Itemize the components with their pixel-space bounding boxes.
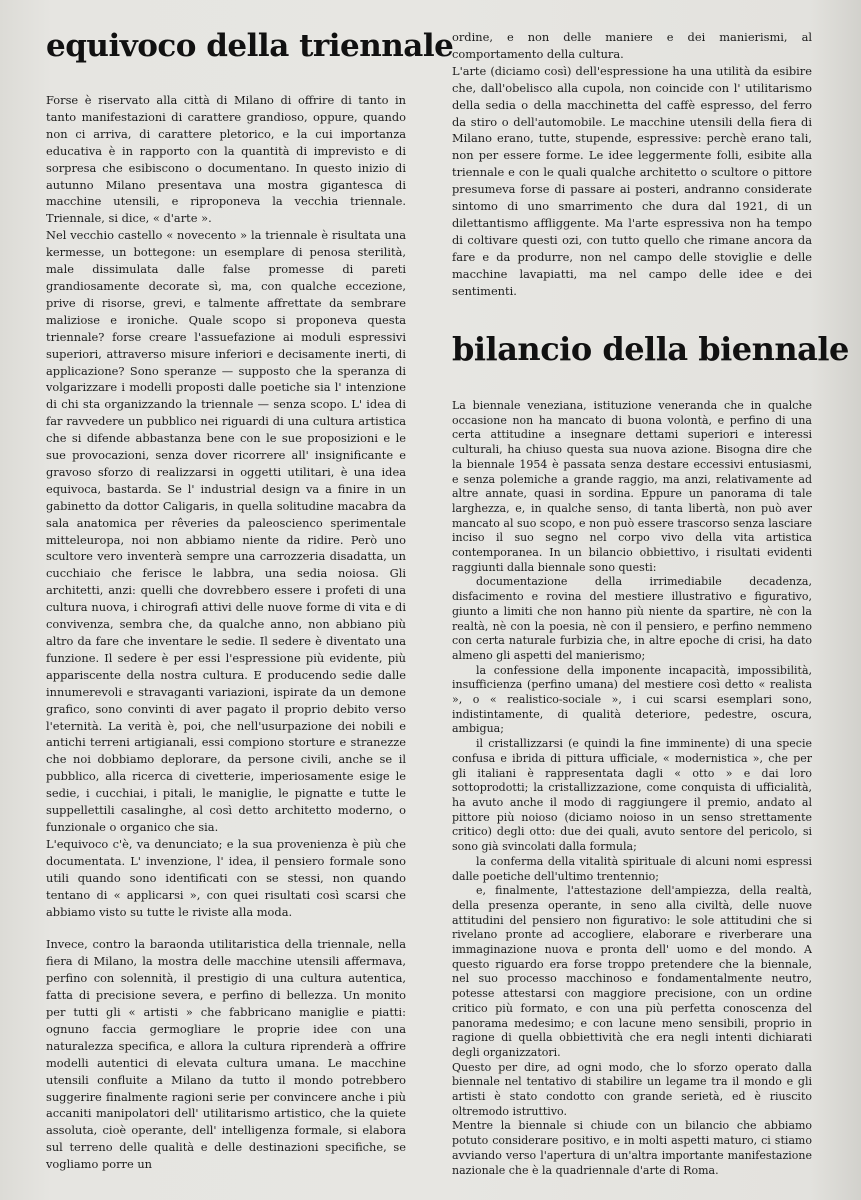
paragraph: Mentre la biennale si chiude con un bilancio che abbiamo potuto considerare positivo, e in molti aspetti maturo, ci stiamo avviando verso l'apertura di un'altra importante manifestazione nazionale che è la quadriennale d'arte di Roma. [452, 1119, 812, 1177]
list-item: e, finalmente, l'attestazione dell'ampiezza, della realtà, della presenza operante, in seno alla civiltà, delle nuove attitudini del pensiero non figurativo: le sole attitudini che si rivelano pronte ad accogliere, elaborare e riverberare una immaginazione nuova e pronta dell' uomo e del mondo. A questo riguardo era forse troppo pretendere che la biennale, nel suo processo macchinoso e fondamentalmente neutro, potesse attestarsi con maggiore precisione, con un ordine critico più formato, e con una più perfetta conoscenza del panorama medesimo; e con lacune meno sensibili, proprio in ragione di quella obbiettività che era negli intenti dichiarati degli organizzatori. [452, 884, 812, 1059]
list-item: la conferma della vitalità spirituale di alcuni nomi espressi dalle poetiche dell'ultimo trentennio; [452, 854, 812, 883]
article-biennale-body [452, 399, 812, 1178]
article-title-biennale: bilancio della biennale [452, 330, 849, 368]
article-triennale-body [46, 92, 406, 1173]
list-item: la confessione della imponente incapacità, impossibilità, insufficienza (perfino umana) del mestiere così detto « realista », o « realistico-sociale », i cui scarsi esemplari sono, indistintamente, di qualità deteriore, pedestre, oscura, ambigua; [452, 663, 812, 736]
paragraph: Nel vecchio castello « novecento » la triennale è risultata una kermesse, un bottegone: un esemplare di penosa sterilità, male dissimulata dalle false promesse di pareti grandiosamente decorate sì, ma, con qualche eccezione, prive di risorse, grevi, e talmente affrettate da sembrare maliziose e ironiche. Quale scopo si proponeva questa triennale? forse creare l'assuefazione ai moduli espressivi superiori, attraverso misure inferiori e decisamente inerti, di applicazione? Sono speranze — supposto che la speranza di volgarizzare i modelli proposti dalle poetiche sia l' intenzione di chi sta organizzando la triennale — senza scopo. L' idea di far ravvedere un pubblico nei riguardi di una cultura artistica che si difende abbastanza bene con le sue proposizioni e le sue provocazioni, senza dover ricorrere all' insignificante e gravoso sforzo di realizzarsi in oggetti utilitari, è una idea equivoca, bastarda. Se l' industrial design va a finire in un gabinetto da dottor Caligaris, in quella solitudine macabra da sala anatomica per rêveries da paleoscienco sperimentale mitteleuropa, noi non abbiamo niente da ridire. Però uno scultore vero inventerà sempre una carrozzeria disadatta, un cucchiaio che ferisce le labbra, una sedia noiosa. Gli architetti, anzi: quelli che dovrebbero essere i profeti di una cultura nuova, i chirografi attivi delle nuove forme di vita e di convivenza, sembra che, da qualche anno, non abbiano più altro da fare che inventare le sedie. Il sedere è diventato una funzione. Il sedere è per essi l'espressione più evidente, più appariscente della nostra cultura. E producendo sedie dalle innumerevoli e stravaganti variazioni, ispirate da un demone grafico, sono convinti di aver pagato il proprio debito verso l'eternità. La verità è, poi, che nell'usurpazione dei nobili e antichi terreni artigianali, essi compiono storture e stranezze che noi dobbiamo deplorare, da persone civili, anche se il pubblico, alla ricerca di civetterie, imperiosamente esige le sedie, i cucchiai, i pitali, le maniglie, le pignatte e tutte le suppellettili casalinghe, al così detto architetto moderno, o funzionale o organico che sia. [46, 228, 406, 834]
paragraph: Questo per dire, ad ogni modo, che lo sforzo operato dalla biennale nel tentativo di stabilire un legame tra il mondo e gli artisti è stato condotto con grande serietà, ed è riuscito oltremodo istruttivo. [452, 1060, 812, 1118]
paragraph: La biennale veneziana, istituzione veneranda che in qualche occasione non ha mancato di buona volontà, e perfino di una certa attitudine a insegnare dettami superiori e interessi culturali, ha chiuso questa sua nuova azione. Bisogna dire che la biennale 1954 è passata senza destare eccessivi entusiasmi, e senza polemiche a grande raggio, ma anzi, relativamente ad altre annate, quasi in sordina. Eppure un panorama di tale larghezza, e, in qualche senso, di tanta libertà, non può aver mancato al suo scopo, e non può essere trascorso senza lasciare inciso il suo segno nel corpo vivo della vita artistica contemporanea. In un bilancio obbiettivo, i risultati evidenti raggiunti dalla biennale sono questi: [452, 399, 812, 574]
paragraph: L'equivoco c'è, va denunciato; e la sua provenienza è più che documentata. L' invenzione, l' idea, il pensiero formale sono utili quando sono identificati con se stessi, non quando tentano di « applicarsi », con quei risultati così scarsi che abbiamo visto su tutte le riviste alla moda. [46, 836, 406, 919]
paragraph: Forse è riservato alla città di Milano di offrire di tanto in tanto manifestazioni di carattere grandioso, oppure, quando non ci arriva, di carattere pletorico, e la cui importanza educativa è in rapporto con la quantità di imprevisto e di sorpresa che esibiscono o documentano. In questo inizio di autunno Milano presentava una mostra gigantesca di macchine utensili, e riproponeva la vecchia triennale. Triennale, si dice, « d'arte ». [46, 93, 406, 226]
paragraph: L'arte (diciamo così) dell'espressione ha una utilità da esibire che, dall'obelisco alla cupola, non coincide con l' utilitarismo della sedia o della macchinetta del caffè espresso, del ferro da stiro o dell'automobile. Le macchine utensili della fiera di Milano erano, tutte, stupende, espressive: perchè erano tali, non per essere forme. Le idee leggermente folli, esibite alla triennale e con le quali qualche architetto o scultore o pittore presumeva forse di passare ai posteri, andranno considerate sintomo di uno smarrimento che dura dal 1921, di un dilettantismo affliggente. Ma l'arte espressiva non ha tempo di coltivare questi ozi, con tutto quello che rimane ancora da fare e da produrre, non nel campo delle stoviglie e delle macchine lavapiatti, ma nel campo delle idee e dei sentimenti. [452, 63, 812, 298]
list-item: documentazione della irrimediabile decadenza, disfacimento e rovina del mestiere illustrativo e figurativo, giunto a limiti che non hanno più niente da spartire, nè con la realtà, nè con la poesia, nè con il pensiero, e perfino nemmeno con certa naturale furbizia che, in altre epoche di crisi, ha dato almeno gli aspetti del manierismo; [452, 575, 812, 662]
list-item: il cristallizzarsi (e quindi la fine imminente) di una specie confusa e ibrida di pittura ufficiale, « modernistica », che per gli italiani è rappresentata dagli « otto » e dai loro sottoprodotti; la cristallizzazione, come conquista di ufficialità, ha avuto anche il modo di raggiungere il premio, andato al pittore più noioso (diciamo noioso in un senso strettamente critico) degli otto: due dei quali, avuto sentore del pericolo, si sono già svincolati dalla formula; [452, 737, 812, 854]
article-title-triennale: equivoco della triennale [46, 28, 454, 64]
paragraph: Invece, contro la baraonda utilitaristica della triennale, nella fiera di Milano, la mostra delle macchine utensili affermava, perfino con solennità, il prestigio di una cultura autentica, fatta di precisione severa, e perfino di bellezza. Un monito per tutti gli « artisti » che fabbricano maniglie e piatti: ognuno faccia germogliare le proprie idee con una naturalezza specifica, e allora la cultura riprenderà a offrire modelli autentici di elevata cultura umana. Le macchine utensili confluite a Milano da tutto il mondo potrebbero suggerire finalmente ragioni serie per convincere anche i più accaniti manipolatori dell' utilitarismo artistico, che la quiete assoluta, cioè operante, dell' intelligenza formale, si elabora sul terreno delle qualità e delle destinazioni specifiche, se vogliamo porre un [46, 937, 406, 1172]
paragraph: ordine, e non delle maniere e dei manierismi, al comportamento della cultura. [452, 30, 812, 61]
article-triennale-continuation [452, 29, 812, 300]
